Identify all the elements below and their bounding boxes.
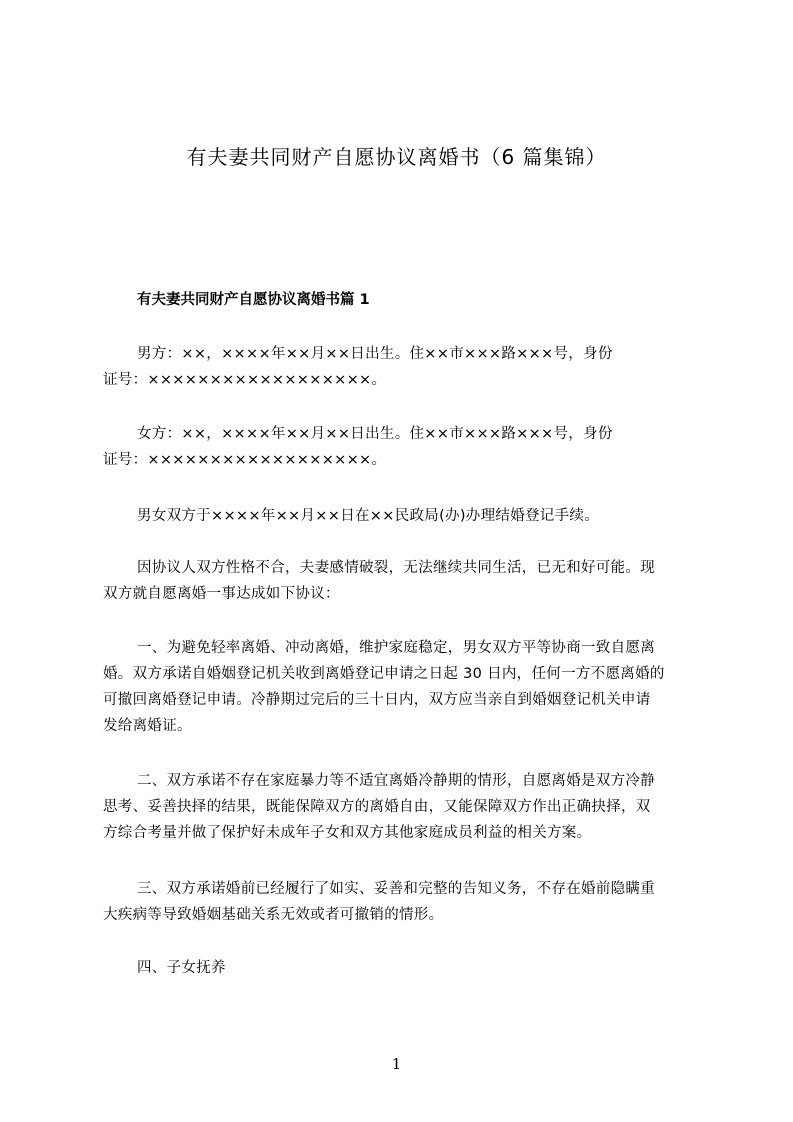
paragraph-line: 证号：××××××××××××××××××。	[103, 372, 387, 388]
page-number: 1	[391, 1055, 402, 1073]
paragraph-line: 因协议人双方性格不合，夫妻感情破裂，无法继续共同生活，已无和好可能。现	[137, 560, 655, 576]
paragraph-line: 证号：××××××××××××××××××。	[103, 452, 387, 468]
paragraph-line: 男方：××，××××年××月××日出生。住××市×××路×××号，身份	[137, 346, 613, 362]
paragraph-line: 一、为避免轻率离婚、冲动离婚，维护家庭稳定，男女双方平等协商一致自愿离	[137, 640, 655, 656]
document-title: 有夫妻共同财产自愿协议离婚书（6 篇集锦）	[186, 145, 607, 169]
paragraph-line: 思考、妥善抉择的结果，既能保障双方的离婚自由，又能保障双方作出正确抉择，双	[103, 799, 651, 815]
paragraph-clause-1	[103, 635, 703, 739]
paragraph-clause-4	[103, 955, 703, 981]
paragraph-male-party	[103, 341, 703, 393]
paragraph-line: 双方就自愿离婚一事达成如下协议：	[103, 586, 340, 602]
paragraph-line: 女方：××，××××年××月××日出生。住××市×××路×××号，身份	[137, 426, 613, 442]
paragraph-marriage-registration	[103, 503, 703, 529]
paragraph-clause-3	[103, 876, 703, 928]
paragraph-line: 四、子女抚养	[137, 960, 226, 976]
paragraph-line: 男女双方于××××年××月××日在××民政局(办)办理结婚登记手续。	[137, 508, 600, 524]
paragraph-female-party	[103, 421, 703, 473]
paragraph-clause-2	[103, 768, 703, 846]
section-heading: 有夫妻共同财产自愿协议离婚书篇 1	[137, 292, 370, 308]
paragraph-line: 二、双方承诺不存在家庭暴力等不适宜离婚冷静期的情形，自愿离婚是双方冷静	[137, 773, 655, 789]
paragraph-line: 三、双方承诺婚前已经履行了如实、妥善和完整的告知义务，不存在婚前隐瞒重	[137, 881, 655, 897]
paragraph-reason	[103, 555, 703, 607]
paragraph-line: 婚。双方承诺自婚姻登记机关收到离婚登记申请之日起 30 日内，任何一方不愿离婚的	[103, 666, 665, 682]
paragraph-line: 可撤回离婚登记申请。冷静期过完后的三十日内，双方应当亲自到婚姻登记机关申请	[103, 692, 651, 708]
paragraph-line: 发给离婚证。	[103, 718, 192, 734]
paragraph-line: 方综合考量并做了保护好未成年子女和双方其他家庭成员利益的相关方案。	[103, 825, 592, 841]
paragraph-line: 大疾病等导致婚姻基础关系无效或者可撤销的情形。	[103, 907, 444, 923]
